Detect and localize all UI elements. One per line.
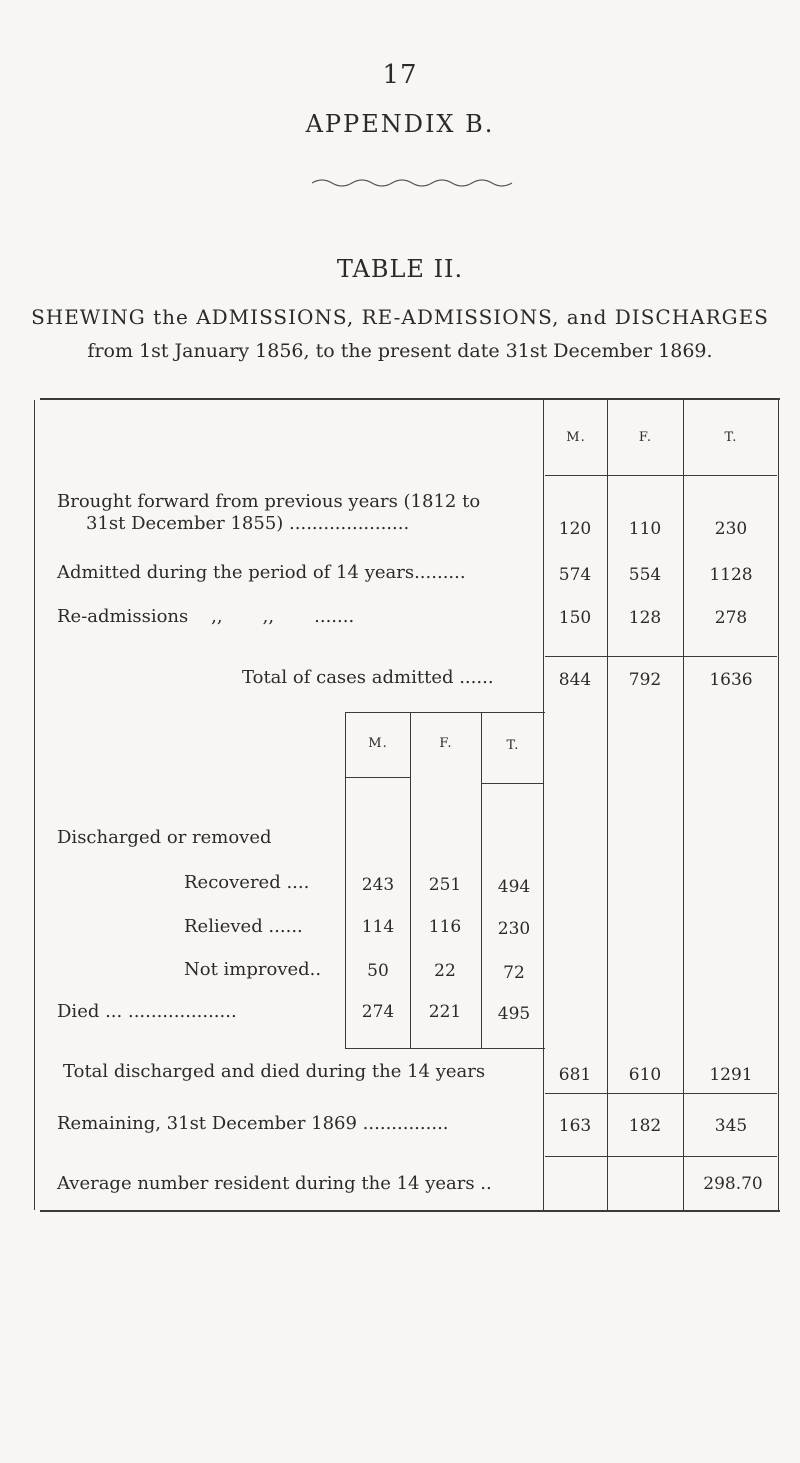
appendix-heading: APPENDIX B. bbox=[305, 110, 495, 138]
died-label: Died ... ................... bbox=[57, 1001, 237, 1022]
total-admitted-label: Total of cases admitted ...... bbox=[242, 667, 494, 688]
table-title: TABLE II. bbox=[336, 255, 464, 283]
total-discharged-rule bbox=[345, 1048, 545, 1049]
brought-forward-m: 120 bbox=[558, 519, 592, 539]
subtable-header-underline-t bbox=[482, 783, 544, 784]
remaining-f: 182 bbox=[628, 1116, 662, 1136]
not-improved-t: 72 bbox=[503, 963, 525, 983]
subtable-header-f: F. bbox=[439, 736, 453, 751]
subtable-top-rule bbox=[345, 712, 545, 713]
page-number: 17 bbox=[382, 60, 418, 90]
column-rule-f bbox=[683, 400, 684, 1210]
relieved-label: Relieved ...... bbox=[184, 916, 303, 937]
table-bottom-rule bbox=[40, 1210, 780, 1212]
column-rule-label bbox=[543, 400, 544, 1210]
admitted-f: 554 bbox=[628, 565, 662, 585]
total-admitted-m: 844 bbox=[558, 670, 592, 690]
average-t: 298.70 bbox=[703, 1174, 763, 1194]
total-discharged-m: 681 bbox=[558, 1065, 592, 1085]
brought-forward-t: 230 bbox=[714, 519, 748, 539]
died-t: 495 bbox=[497, 1004, 531, 1024]
recovered-m: 243 bbox=[361, 875, 395, 895]
remaining-label: Remaining, 31st December 1869 ............... bbox=[57, 1113, 449, 1134]
not-improved-f: 22 bbox=[434, 961, 456, 981]
col-header-m: M. bbox=[566, 430, 586, 445]
total-admitted-t: 1636 bbox=[709, 670, 753, 690]
subtable-header-t: T. bbox=[506, 738, 520, 753]
readmissions-label: Re-admissions ,, ,, ....... bbox=[57, 606, 355, 627]
recovered-f: 251 bbox=[428, 875, 462, 895]
subtable-header-underline-m bbox=[346, 777, 410, 778]
total-admitted-f: 792 bbox=[628, 670, 662, 690]
brought-forward-f: 110 bbox=[628, 519, 662, 539]
table-left-rule bbox=[34, 400, 35, 1210]
remaining-t: 345 bbox=[714, 1116, 748, 1136]
recovered-label: Recovered .... bbox=[184, 872, 310, 893]
subtitle-line-2: from 1st January 1856, to the present date 31st December 1869. bbox=[87, 340, 713, 362]
not-improved-m: 50 bbox=[367, 961, 389, 981]
admitted-m: 574 bbox=[558, 565, 592, 585]
total-discharged-label: Total discharged and died during the 14 years bbox=[63, 1061, 486, 1082]
relieved-m: 114 bbox=[361, 917, 395, 937]
ornament-divider bbox=[310, 176, 520, 190]
admitted-t: 1128 bbox=[709, 565, 753, 585]
table-top-rule bbox=[40, 398, 780, 400]
col-header-f: F. bbox=[638, 430, 653, 445]
col-header-t: T. bbox=[724, 430, 738, 445]
subtable-header-m: M. bbox=[368, 736, 388, 751]
subtitle-line-1: SHEWING the ADMISSIONS, RE-ADMISSIONS, and DISCHARGES bbox=[31, 305, 769, 329]
subtable-rule-m bbox=[410, 712, 411, 1048]
admitted-label: Admitted during the period of 14 years......... bbox=[57, 562, 466, 583]
relieved-t: 230 bbox=[497, 919, 531, 939]
table-right-rule bbox=[778, 400, 779, 1210]
recovered-t: 494 bbox=[497, 877, 531, 897]
brought-forward-label-2: 31st December 1855) ..................... bbox=[86, 513, 410, 534]
average-label: Average number resident during the 14 years .. bbox=[57, 1173, 492, 1194]
died-f: 221 bbox=[428, 1002, 462, 1022]
not-improved-label: Not improved.. bbox=[184, 959, 322, 980]
readmissions-t: 278 bbox=[714, 608, 748, 628]
remaining-m: 163 bbox=[558, 1116, 592, 1136]
brought-forward-label-1: Brought forward from previous years (1812 to bbox=[57, 491, 481, 512]
total-admitted-rule bbox=[545, 656, 777, 657]
discharged-heading: Discharged or removed bbox=[57, 827, 272, 848]
died-m: 274 bbox=[361, 1002, 395, 1022]
header-underline bbox=[545, 475, 777, 476]
readmissions-m: 150 bbox=[558, 608, 592, 628]
column-rule-m bbox=[607, 400, 608, 1210]
subtable-rule-f bbox=[481, 712, 482, 1048]
total-discharged-f: 610 bbox=[628, 1065, 662, 1085]
subtable-left-rule bbox=[345, 712, 346, 1048]
remaining-rule-top bbox=[545, 1093, 777, 1094]
total-discharged-t: 1291 bbox=[709, 1065, 753, 1085]
relieved-f: 116 bbox=[428, 917, 462, 937]
readmissions-f: 128 bbox=[628, 608, 662, 628]
remaining-rule-bottom bbox=[545, 1156, 777, 1157]
